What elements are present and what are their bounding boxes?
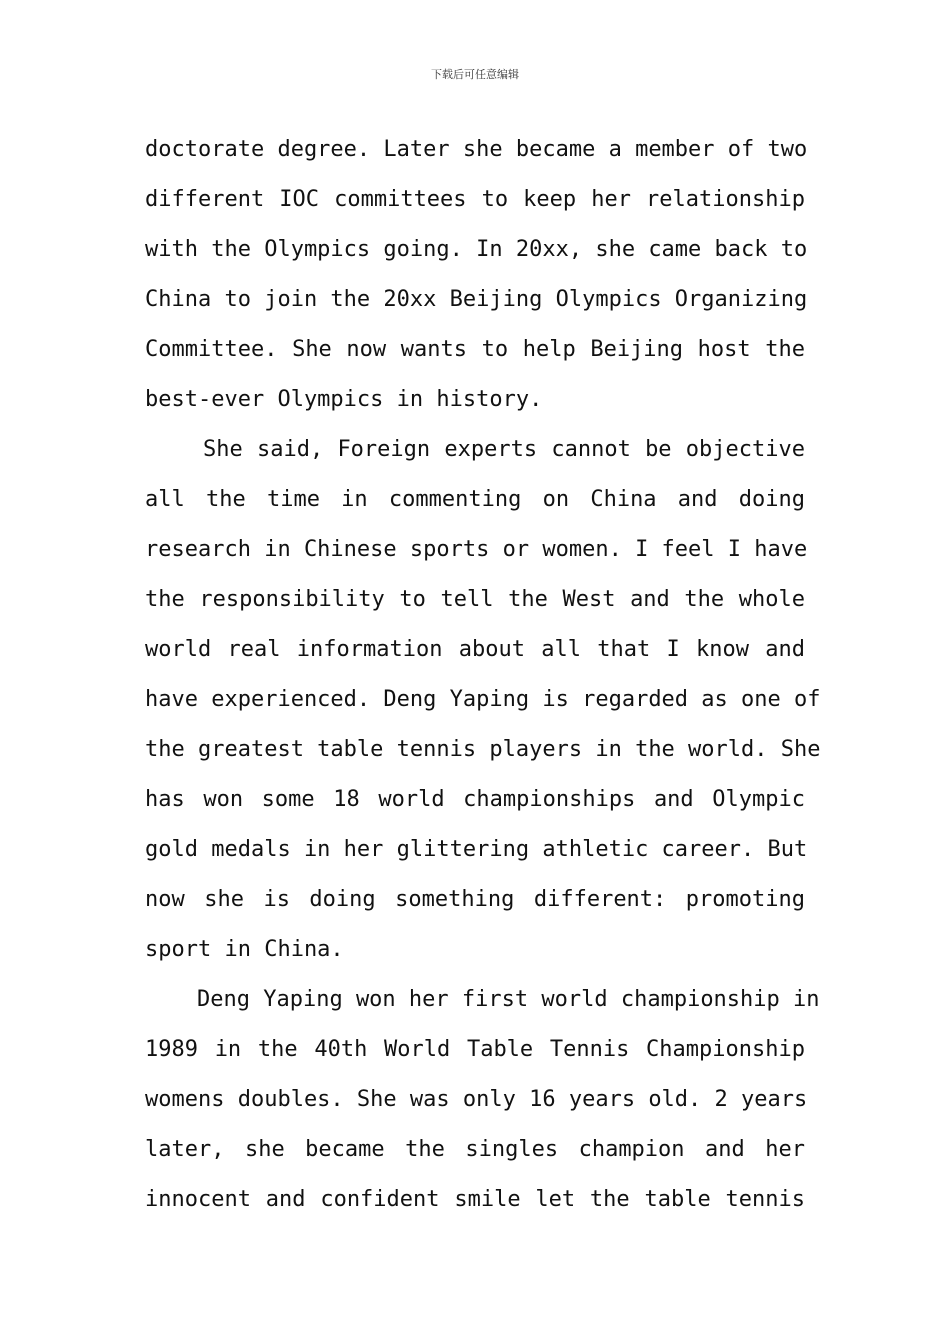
paragraph-first-line: Deng Yaping won her first world championship in: [197, 987, 820, 1012]
text-line: research in Chinese sports or women. I feel I have: [145, 537, 808, 562]
text-line: Committee. She now wants to help Beijing host the: [145, 337, 805, 362]
page-header: 下载后可任意编辑: [431, 68, 519, 81]
text-line: 1989 in the 40th World Table Tennis Championship: [145, 1037, 805, 1062]
text-line: innocent and confident smile let the table tennis: [145, 1187, 805, 1212]
text-line: has won some 18 world championships and Olympic: [145, 787, 805, 812]
text-line: with the Olympics going. In 20xx, she came back to: [145, 237, 808, 262]
text-line: have experienced. Deng Yaping is regarded as one of: [145, 687, 821, 712]
text-line: world real information about all that I know and: [145, 637, 805, 662]
text-line: sport in China.: [145, 937, 344, 962]
text-line: the greatest table tennis players in the world. She: [145, 737, 821, 762]
text-line: China to join the 20xx Beijing Olympics Organizing: [145, 287, 808, 312]
text-line: best-ever Olympics in history.: [145, 387, 543, 412]
text-line: womens doubles. She was only 16 years old. 2 years: [145, 1087, 808, 1112]
text-line: the responsibility to tell the West and the whole: [145, 587, 805, 612]
text-line: now she is doing something different: promoting: [145, 887, 805, 912]
text-line: different IOC committees to keep her relationship: [145, 187, 805, 212]
text-line: doctorate degree. Later she became a member of two: [145, 137, 808, 162]
text-line: gold medals in her glittering athletic career. But: [145, 837, 808, 862]
text-line: all the time in commenting on China and doing: [145, 487, 805, 512]
text-line: later, she became the singles champion and her: [145, 1137, 805, 1162]
paragraph-first-line: She said, Foreign experts cannot be objective: [203, 437, 805, 462]
body-text: [145, 125, 821, 1225]
